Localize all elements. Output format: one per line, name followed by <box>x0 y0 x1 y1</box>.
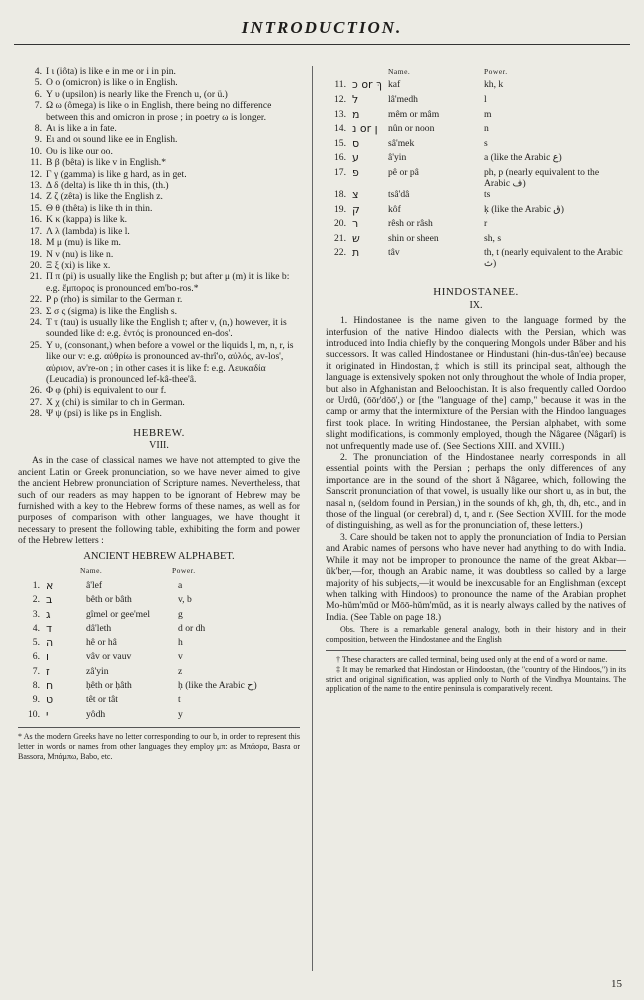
greek-letter-entry <box>18 237 300 248</box>
entry-number: 12. <box>30 168 42 180</box>
letter-number: 14. <box>334 123 346 135</box>
letter-number: 5. <box>32 637 40 649</box>
letter-number: 19. <box>334 203 346 215</box>
letter-power: g <box>178 608 183 620</box>
hindostanee-section-title: HINDOSTANEE. <box>433 286 519 299</box>
letter-number: 16. <box>334 152 346 164</box>
hebrew-letter: ע <box>352 151 359 165</box>
letter-power: kh, k <box>484 79 504 91</box>
letter-number: 21. <box>334 232 346 244</box>
col-power-header: Power. <box>172 566 196 576</box>
hebrew-letter: ש <box>352 231 360 245</box>
table-row <box>18 578 300 592</box>
entry-number: 15. <box>30 202 42 214</box>
entry-number: 8. <box>34 123 42 135</box>
table-row <box>18 664 300 678</box>
greek-letter-entry <box>18 123 300 134</box>
entry-text: O o (omicron) is like o in English. <box>46 77 178 89</box>
letter-number: 1. <box>32 579 40 591</box>
hindostanee-paragraph-2: 2. The pronunciation of the Hindostanee nearly corresponds in all essential points with the Persian ; perhaps the only differences of any importance are in the sound of the short ă Nâgaree, which, following the Sanscrit pronunciation of that vowel, is usually like our short u, as in but, the nasal n, (seldom found in Persian,) in the sounds of kh, gh, th, dh, etc., and in those of the lingual (or cerebral) d, t, and r. (See Section XVIII. for the mode of distinguishing, as well as for the pronunciation of, these letters.) <box>326 452 626 532</box>
entry-text: Δ δ (delta) is like th in this, (th.) <box>46 180 169 192</box>
entry-number: 24. <box>30 316 42 328</box>
letter-power: v, b <box>178 594 192 606</box>
letter-name: dâ'leth <box>86 622 112 634</box>
footnote-rule <box>18 727 300 728</box>
greek-letter-entry <box>18 180 300 191</box>
entry-text: Aι is like a in fate. <box>46 123 117 135</box>
table-row <box>18 707 300 721</box>
letter-name: lâ'medh <box>388 94 418 105</box>
entry-number: 25. <box>30 339 42 351</box>
hebrew-letter: ה <box>46 636 54 650</box>
hebrew-letter: צ <box>352 187 359 201</box>
entry-text: Υ υ, (consonant,) when before a vowel or the liquids l, m, n, r, is like our v: e.g. αὐθρίω is pronounced av-thrî'o, αὐλός, av-los', αὐριον, av're-on ; in other cases it is like f: e.g. Λευκαδία (Leucadia) is pronounced lef-kâ-thee'â. <box>46 339 294 385</box>
letter-name: â'lef <box>86 579 103 591</box>
letter-number: 4. <box>32 622 40 634</box>
greek-letter-entry <box>18 226 300 237</box>
letter-name: â'yin <box>388 152 407 164</box>
entry-number: 20. <box>30 259 42 271</box>
letter-power: a <box>178 579 183 591</box>
entry-number: 26. <box>30 385 42 397</box>
greek-letter-entry <box>18 340 300 386</box>
column-divider <box>312 66 313 971</box>
right-column <box>326 66 626 694</box>
letter-number: 22. <box>334 247 346 259</box>
table-row <box>326 152 626 167</box>
entry-number: 27. <box>30 396 42 408</box>
greek-letter-entry <box>18 146 300 157</box>
letter-power: th, t (nearly equivalent to the Arabic ث) <box>484 247 623 270</box>
hebrew-table-header <box>18 565 300 576</box>
entry-text: Λ λ (lambda) is like l. <box>46 225 130 237</box>
table-row <box>18 679 300 693</box>
entry-text: Φ φ (phi) is equivalent to our f. <box>46 385 167 397</box>
entry-text: M μ (mu) is like m. <box>46 237 121 249</box>
letter-power: l <box>484 94 487 105</box>
entry-number: 19. <box>30 248 42 260</box>
table-row <box>18 621 300 635</box>
letter-number: 7. <box>32 665 40 677</box>
hebrew-letter: ח <box>46 678 54 692</box>
hebrew-letter: ב <box>46 593 53 607</box>
letter-power: ts <box>484 188 491 200</box>
letter-number: 17. <box>334 166 346 178</box>
letter-name: zâ'yin <box>86 665 109 677</box>
entry-text: Υ υ (upsilon) is nearly like the French u, (or ü.) <box>46 88 228 100</box>
letter-name: ḥêth or ḥâth <box>86 679 132 691</box>
letter-number: 18. <box>334 188 346 200</box>
letter-power: y <box>178 708 183 720</box>
letter-power: sh, s <box>484 232 502 244</box>
table-row <box>18 693 300 707</box>
hebrew-letter: י <box>46 707 49 721</box>
footnote-rule-right <box>326 650 626 651</box>
table-row <box>326 167 626 189</box>
footnote-right: † These characters are called terminal, being used only at the end of a word or name. <box>336 655 608 665</box>
entry-number: 6. <box>34 88 42 100</box>
entry-number: 5. <box>34 77 42 89</box>
hebrew-letter: ז <box>46 664 50 678</box>
entry-number: 10. <box>30 145 42 157</box>
left-column <box>18 66 300 761</box>
entry-number: 13. <box>30 180 42 192</box>
letter-power: a (like the Arabic ع) <box>484 152 562 164</box>
letter-number: 11. <box>334 79 346 91</box>
greek-letter-entry <box>18 203 300 214</box>
col-name-header: Name. <box>80 566 103 576</box>
greek-letter-entry <box>18 397 300 408</box>
hebrew-letter: ר <box>352 217 359 231</box>
letter-number: 3. <box>32 608 40 620</box>
letter-number: 2. <box>32 594 40 606</box>
letter-name: gîmel or gee'mel <box>86 608 151 620</box>
entry-text: Ψ ψ (psi) is like ps in English. <box>46 408 162 420</box>
hebrew-letter: ת <box>352 246 360 260</box>
letter-power: ḳ (like the Arabic ق) <box>484 203 564 215</box>
header-rule <box>14 44 630 45</box>
table-row <box>18 636 300 650</box>
greek-letter-entry <box>18 191 300 202</box>
greek-letter-entry <box>18 408 300 419</box>
letter-number: 6. <box>32 651 40 663</box>
table-row <box>326 123 626 138</box>
greek-letter-entry <box>18 271 300 294</box>
entry-text: Eι and οι sound like ee in English. <box>46 134 178 146</box>
greek-letter-entry <box>18 100 300 123</box>
table-row <box>18 607 300 621</box>
hebrew-letter: ס <box>352 136 360 150</box>
letter-number: 12. <box>334 94 346 105</box>
greek-letter-entry <box>18 214 300 225</box>
hebrew-intro-paragraph: As in the case of classical names we have not attempted to give the ancient Latin or Greek pronunciation, so we have never aimed to give the ancient Hebrew pronunciation of Scripture names. Nevertheless, that such of our readers as may happen to be ignorant of Hebrew may be furnished with a key to the Hebrew forms of these names, as well as for purposes of comparison with other languages, we have thought it necessary to present the following table, exhibiting the form and power of the Hebrew letters : <box>18 455 300 547</box>
table-row <box>326 79 626 94</box>
entry-text: Θ θ (thêta) is like th in thin. <box>46 202 153 214</box>
letter-name: kôf <box>388 203 401 215</box>
letter-name: tsâ'dâ <box>388 188 410 200</box>
table-row <box>18 650 300 664</box>
entry-number: 17. <box>30 225 42 237</box>
right-table-header <box>326 66 626 77</box>
letter-name: vâv or vauv <box>86 651 132 663</box>
letter-name: hê or hâ <box>86 637 117 649</box>
letter-name: bêth or bâth <box>86 594 132 606</box>
entry-text: Oυ is like our oo. <box>46 145 113 157</box>
letter-name: têt or tât <box>86 694 118 706</box>
hebrew-letter: מ <box>352 107 360 121</box>
greek-letter-entry <box>18 89 300 100</box>
letter-power: s <box>484 137 488 149</box>
greek-letter-entry <box>18 306 300 317</box>
hebrew-letter: כ or ךּ <box>352 78 382 92</box>
letter-power: d or dh <box>178 622 206 634</box>
letter-name: nûn or noon <box>388 123 435 135</box>
entry-text: B β (bêta) is like v in English.* <box>46 157 166 169</box>
letter-name: kaf <box>388 79 401 91</box>
greek-letter-entry <box>18 294 300 305</box>
hindostanee-paragraph-3: 3. Care should be taken not to apply the pronunciation of India to Persian and Arabic names of persons who have never had anything to do with India. While it may not be improper to pronounce the name of the great Akbar—ŭk'ber,—for, though an Arabic name, it was doubtless so called by a large majority of his subjects,—it would be inexcusable for an Englishman (except when talking with Hindoos) to pronounce the name of the Arabian prophet Mo-hŭm'mŭd or Mōō-hŭm'mŭd, as it is nearly always called by the natives of India. (See Table on page 18.) <box>326 531 626 623</box>
hebrew-letter: ט <box>46 693 54 707</box>
entry-number: 18. <box>30 237 42 249</box>
entry-number: 21. <box>30 271 42 283</box>
greek-letter-entry <box>18 317 300 340</box>
table-row <box>326 233 626 248</box>
entry-number: 7. <box>34 100 42 112</box>
greek-letter-entry <box>18 77 300 88</box>
letter-power: t <box>178 694 181 706</box>
table-row <box>326 218 626 233</box>
hindostanee-paragraph-1: 1. Hindostanee is the name given to the language formed by the interfusion of the native Hindoo dialects with the Persian, which was introduced into India chiefly by the conquering Mongols under Bâber and his successors. It was called Hindostanee or Hindustani (hin-dus-tân'ee) because it originated in Hindostan,‡ which is still its principal seat, although the language is extensively spoken not only throughout the whole of India proper, but also in Afghanistan and Beloochistan. It is also frequently called Oordoo or Urdû, (ōōr'dōō',) or [the "language of the] camp," because it was in the camp or army that the intermixture of the Persian with the Hindoo languages first took place. In writing Hindostanee, the Persian alphabet, with some slight modifications, is commonly employed, though the Nâgaree (Nâgarî) is not unfrequently made use of. (See Sections XIII. and XVIII.) <box>326 315 626 452</box>
hebrew-table-title: ANCIENT HEBREW ALPHABET. <box>83 550 235 562</box>
greek-letter-entry <box>18 66 300 77</box>
hindostanee-section-number: IX. <box>469 299 483 311</box>
greek-letter-entry <box>18 169 300 180</box>
entry-text: P ρ (rho) is similar to the German r. <box>46 294 183 306</box>
hebrew-section-number: VIII. <box>149 440 169 451</box>
hindostanee-observation: Obs. There is a remarkable general analogy, both in their history and in their composition, between the Hindostanee and the English <box>326 625 626 644</box>
entry-text: Σ σ ς (sigma) is like the English s. <box>46 305 178 317</box>
greek-letter-entry <box>18 260 300 271</box>
hebrew-letter: ד <box>46 621 53 635</box>
page-title: INTRODUCTION. <box>241 18 403 37</box>
letter-name: tâv <box>388 247 400 259</box>
letter-name: shin or sheen <box>388 232 439 244</box>
letter-power: m <box>484 108 492 120</box>
letter-number: 20. <box>334 218 346 230</box>
table-row <box>326 204 626 219</box>
hebrew-letter: ל <box>352 93 359 106</box>
entry-number: 9. <box>34 134 42 146</box>
letter-number: 13. <box>334 108 346 120</box>
running-header <box>14 14 630 54</box>
entry-text: K κ (kappa) is like k. <box>46 214 128 226</box>
letter-power: z <box>178 665 183 677</box>
hebrew-letter: ו <box>46 650 49 664</box>
hebrew-letter: א <box>46 578 54 592</box>
table-row <box>18 593 300 607</box>
letter-number: 9. <box>32 694 40 706</box>
letter-name: rêsh or râsh <box>388 218 433 230</box>
hebrew-letter: ג <box>46 607 51 621</box>
entry-text: X χ (chi) is similar to ch in German. <box>46 396 185 408</box>
entry-text: Z ζ (zêta) is like the English z. <box>46 191 163 203</box>
letter-power: ḥ (like the Arabic ح) <box>178 679 257 691</box>
letter-number: 15. <box>334 137 346 149</box>
entry-text: N ν (nu) is like n. <box>46 248 114 260</box>
right-table-rows <box>326 79 626 269</box>
hebrew-section-title: HEBREW. <box>133 426 185 439</box>
letter-power: ph, p (nearly equivalent to the Arabic ف) <box>484 166 600 189</box>
entry-number: 16. <box>30 214 42 226</box>
letter-name: mêm or mâm <box>388 108 440 120</box>
entry-number: 23. <box>30 305 42 317</box>
entry-number: 22. <box>30 294 42 306</box>
letter-power: h <box>178 637 183 649</box>
entry-text: Π π (pi) is usually like the English p; but after μ (m) it is like b: e.g. ἔμπορος is pronounced em'bo-ros.* <box>46 271 290 294</box>
greek-letter-entry <box>18 385 300 396</box>
table-row <box>326 138 626 153</box>
table-row <box>326 247 626 269</box>
entry-number: 11. <box>30 157 42 169</box>
table-row <box>326 94 626 109</box>
right-col-name-header: Name. <box>388 67 411 76</box>
entry-number: 4. <box>34 66 42 77</box>
table-row <box>326 189 626 204</box>
page-number: 15 <box>611 978 622 990</box>
entry-text: I ι (iôta) is like e in me or i in pin. <box>46 66 176 77</box>
entry-number: 14. <box>30 191 42 203</box>
letter-power: n <box>484 123 489 135</box>
greek-letter-entry <box>18 134 300 145</box>
entry-text: Γ γ (gamma) is like g hard, as in get. <box>46 168 187 180</box>
letter-number: 8. <box>32 679 40 691</box>
greek-letter-entry <box>18 157 300 168</box>
entry-text: T τ (tau) is usually like the English t; after ν, (n,) however, it is sounded like d: e.g. ἐντός is pronounced en-dos'. <box>46 316 287 340</box>
letter-name: yôdh <box>86 708 106 720</box>
hebrew-table-rows <box>18 578 300 721</box>
right-col-power-header: Power. <box>484 67 508 76</box>
hebrew-letter: ק <box>352 202 360 216</box>
footnote-left: * As the modern Greeks have no letter corresponding to our b, in order to represent this letter in words or names from other languages they employ μπ: as Μπάσρα, Basra or Bassora, Μπάμπω, Babo, etc. <box>18 732 300 761</box>
footnote-right: ‡ It may be remarked that Hindostan or Hindoostan, (the "country of the Hindoos,") in its strict and original signification, was applied only to North of the Vindhya Mountains. The application of the name to the entire peninsula is comparatively recent. <box>326 664 626 694</box>
letter-number: 10. <box>28 708 40 720</box>
hebrew-letter: פ <box>352 165 359 179</box>
entry-text: Ξ ξ (xi) is like x. <box>46 259 111 271</box>
table-row <box>326 109 626 124</box>
letter-power: v <box>178 651 183 663</box>
greek-letter-list <box>18 66 300 420</box>
greek-letter-entry <box>18 249 300 260</box>
letter-power: r <box>484 218 488 230</box>
entry-number: 28. <box>30 408 42 420</box>
letter-name: sâ'mek <box>388 137 415 149</box>
hebrew-letter: נ or ן <box>352 122 378 136</box>
entry-text: Ω ω (ômega) is like o in English, there being no difference between this and omicron in prose ; in poetry ω is longer. <box>46 100 272 123</box>
footnotes-right <box>326 655 626 693</box>
letter-name: pê or pâ <box>388 166 419 178</box>
